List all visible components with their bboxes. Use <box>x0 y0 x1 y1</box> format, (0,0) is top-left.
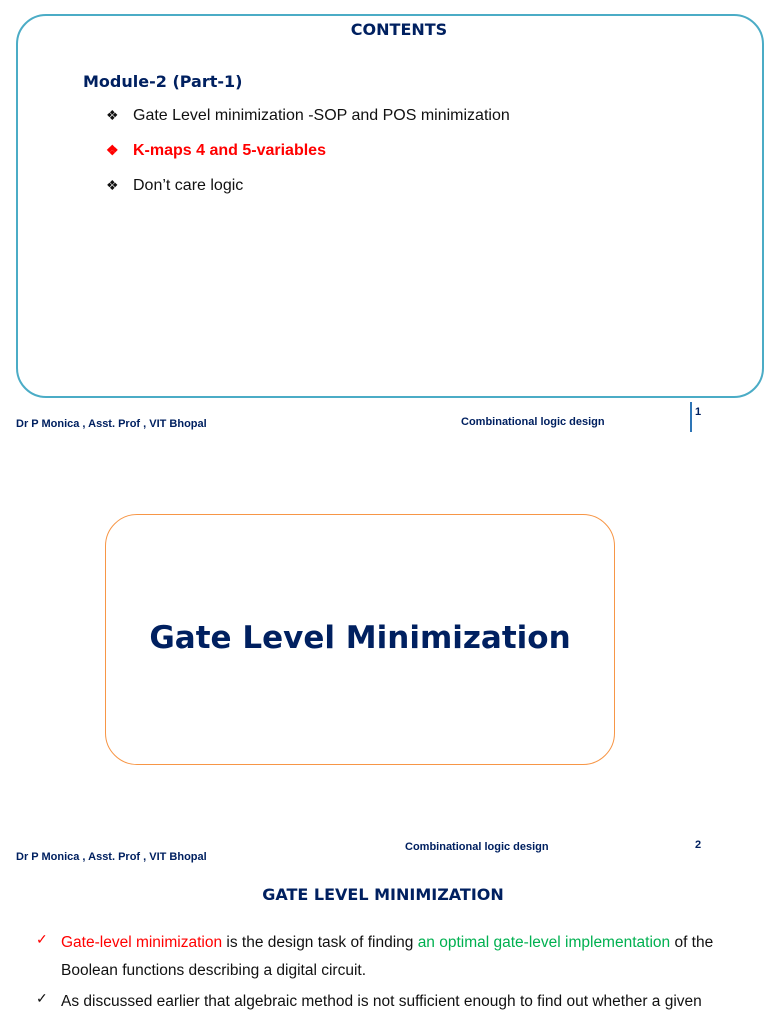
contents-title: CONTENTS <box>350 20 448 39</box>
definition-paragraph <box>61 929 741 985</box>
contents-item-current <box>106 142 326 160</box>
checkmark-icon: ✓ <box>36 990 48 1006</box>
contents-item-label: Don’t care logic <box>133 177 244 194</box>
key-term: Gate-level minimization <box>61 934 223 951</box>
module-heading: Module-2 (Part-1) <box>83 72 243 91</box>
contents-item-label: Gate Level minimization -SOP and POS minimization <box>133 107 510 124</box>
diamond-bullet-icon: ❖ <box>106 142 119 158</box>
contents-item-label: K-maps 4 and 5-variables <box>133 142 326 159</box>
diamond-bullet-icon: ❖ <box>106 177 119 193</box>
section-title: Gate Level Minimization <box>149 620 571 656</box>
footer-topic: Combinational logic design <box>461 416 605 428</box>
page-number: 1 <box>695 406 702 418</box>
contents-item <box>106 177 243 195</box>
highlight-phrase: an optimal gate-level implementation <box>417 934 671 951</box>
footer-author: Dr P Monica , Asst. Prof , VIT Bhopal <box>16 418 207 430</box>
slide-title: GATE LEVEL MINIMIZATION <box>262 885 504 904</box>
explanation-paragraph: As discussed earlier that algebraic method is not sufficient enough to find out whether a given <box>61 993 702 1010</box>
diamond-bullet-icon: ❖ <box>106 107 119 123</box>
checkmark-icon: ✓ <box>36 931 48 947</box>
text-span: is the design task of finding <box>222 934 418 951</box>
text-span: of the Boolean functions describing a digital circuit. <box>61 934 714 979</box>
page-divider <box>690 402 692 432</box>
page-number: 2 <box>695 839 702 851</box>
contents-item <box>106 107 510 125</box>
footer-author: Dr P Monica , Asst. Prof , VIT Bhopal <box>16 851 207 863</box>
footer-topic: Combinational logic design <box>405 841 549 853</box>
